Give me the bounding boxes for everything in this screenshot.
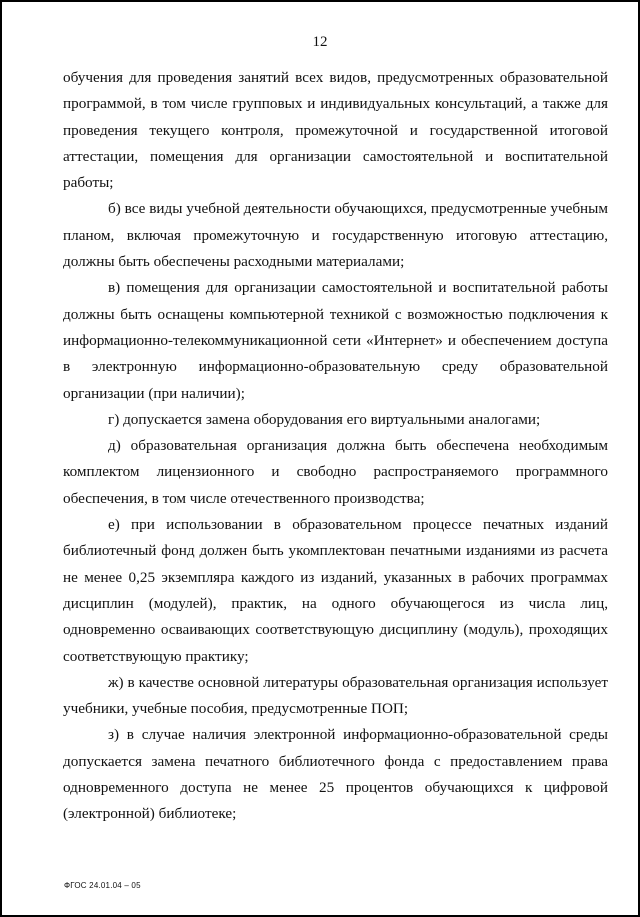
document-body	[63, 65, 608, 828]
paragraph-item-g: г) допускается замена оборудования его виртуальными аналогами;	[108, 410, 541, 428]
footer-document-code: ФГОС 24.01.04 – 05	[64, 881, 141, 890]
paragraph-continuation: обучения для проведения занятий всех видов, предусмотренных образовательной программой, в том числе групповых и индивидуальных консультаций, а также для проведения текущего контроля, промежуточной и государственной итоговой аттестации, помещения для организации самостоятельной и воспитательной работы;	[63, 69, 608, 192]
paragraph-item-d: д) образовательная организация должна быть обеспечена необходимым комплектом лицензионного и свободно распространяемого программного обеспечения, в том числе отечественного производства;	[63, 437, 608, 507]
page-number: 12	[312, 34, 328, 50]
paragraph-item-b: б) все виды учебной деятельности обучающихся, предусмотренные учебным планом, включая промежуточную и государственную итоговую аттестацию, должны быть обеспечены расходными материалами;	[63, 200, 608, 271]
paragraph-item-z: з) в случае наличия электронной информационно-образовательной среды допускается замена печатного библиотечного фонда с предоставлением права одновременного доступа не менее 25 процентов обучающихся к цифровой (электронной) библиотеке;	[63, 726, 608, 823]
paragraph-item-e: е) при использовании в образовательном процессе печатных изданий библиотечный фонд должен быть укомплектован печатными изданиями из расчета не менее 0,25 экземпляра каждого из изданий, указанных в рабочих программах дисциплин (модулей), практик, на одного обучающегося из числа лиц, одновременно осваивающих соответствующую дисциплину (модуль), проходящих соответствующую практику;	[63, 516, 608, 665]
paragraph-item-v: в) помещения для организации самостоятельной и воспитательной работы должны быть оснащены компьютерной техникой с возможностью подключения к информационно-телекоммуникационной сети «Интернет» и обеспечением доступа в электронную информационно-образовательную среду образовательной организации (при наличии);	[63, 279, 608, 402]
paragraph-item-zh: ж) в качестве основной литературы образовательная организация использует учебники, учебные пособия, предусмотренные ПОП;	[63, 673, 608, 718]
